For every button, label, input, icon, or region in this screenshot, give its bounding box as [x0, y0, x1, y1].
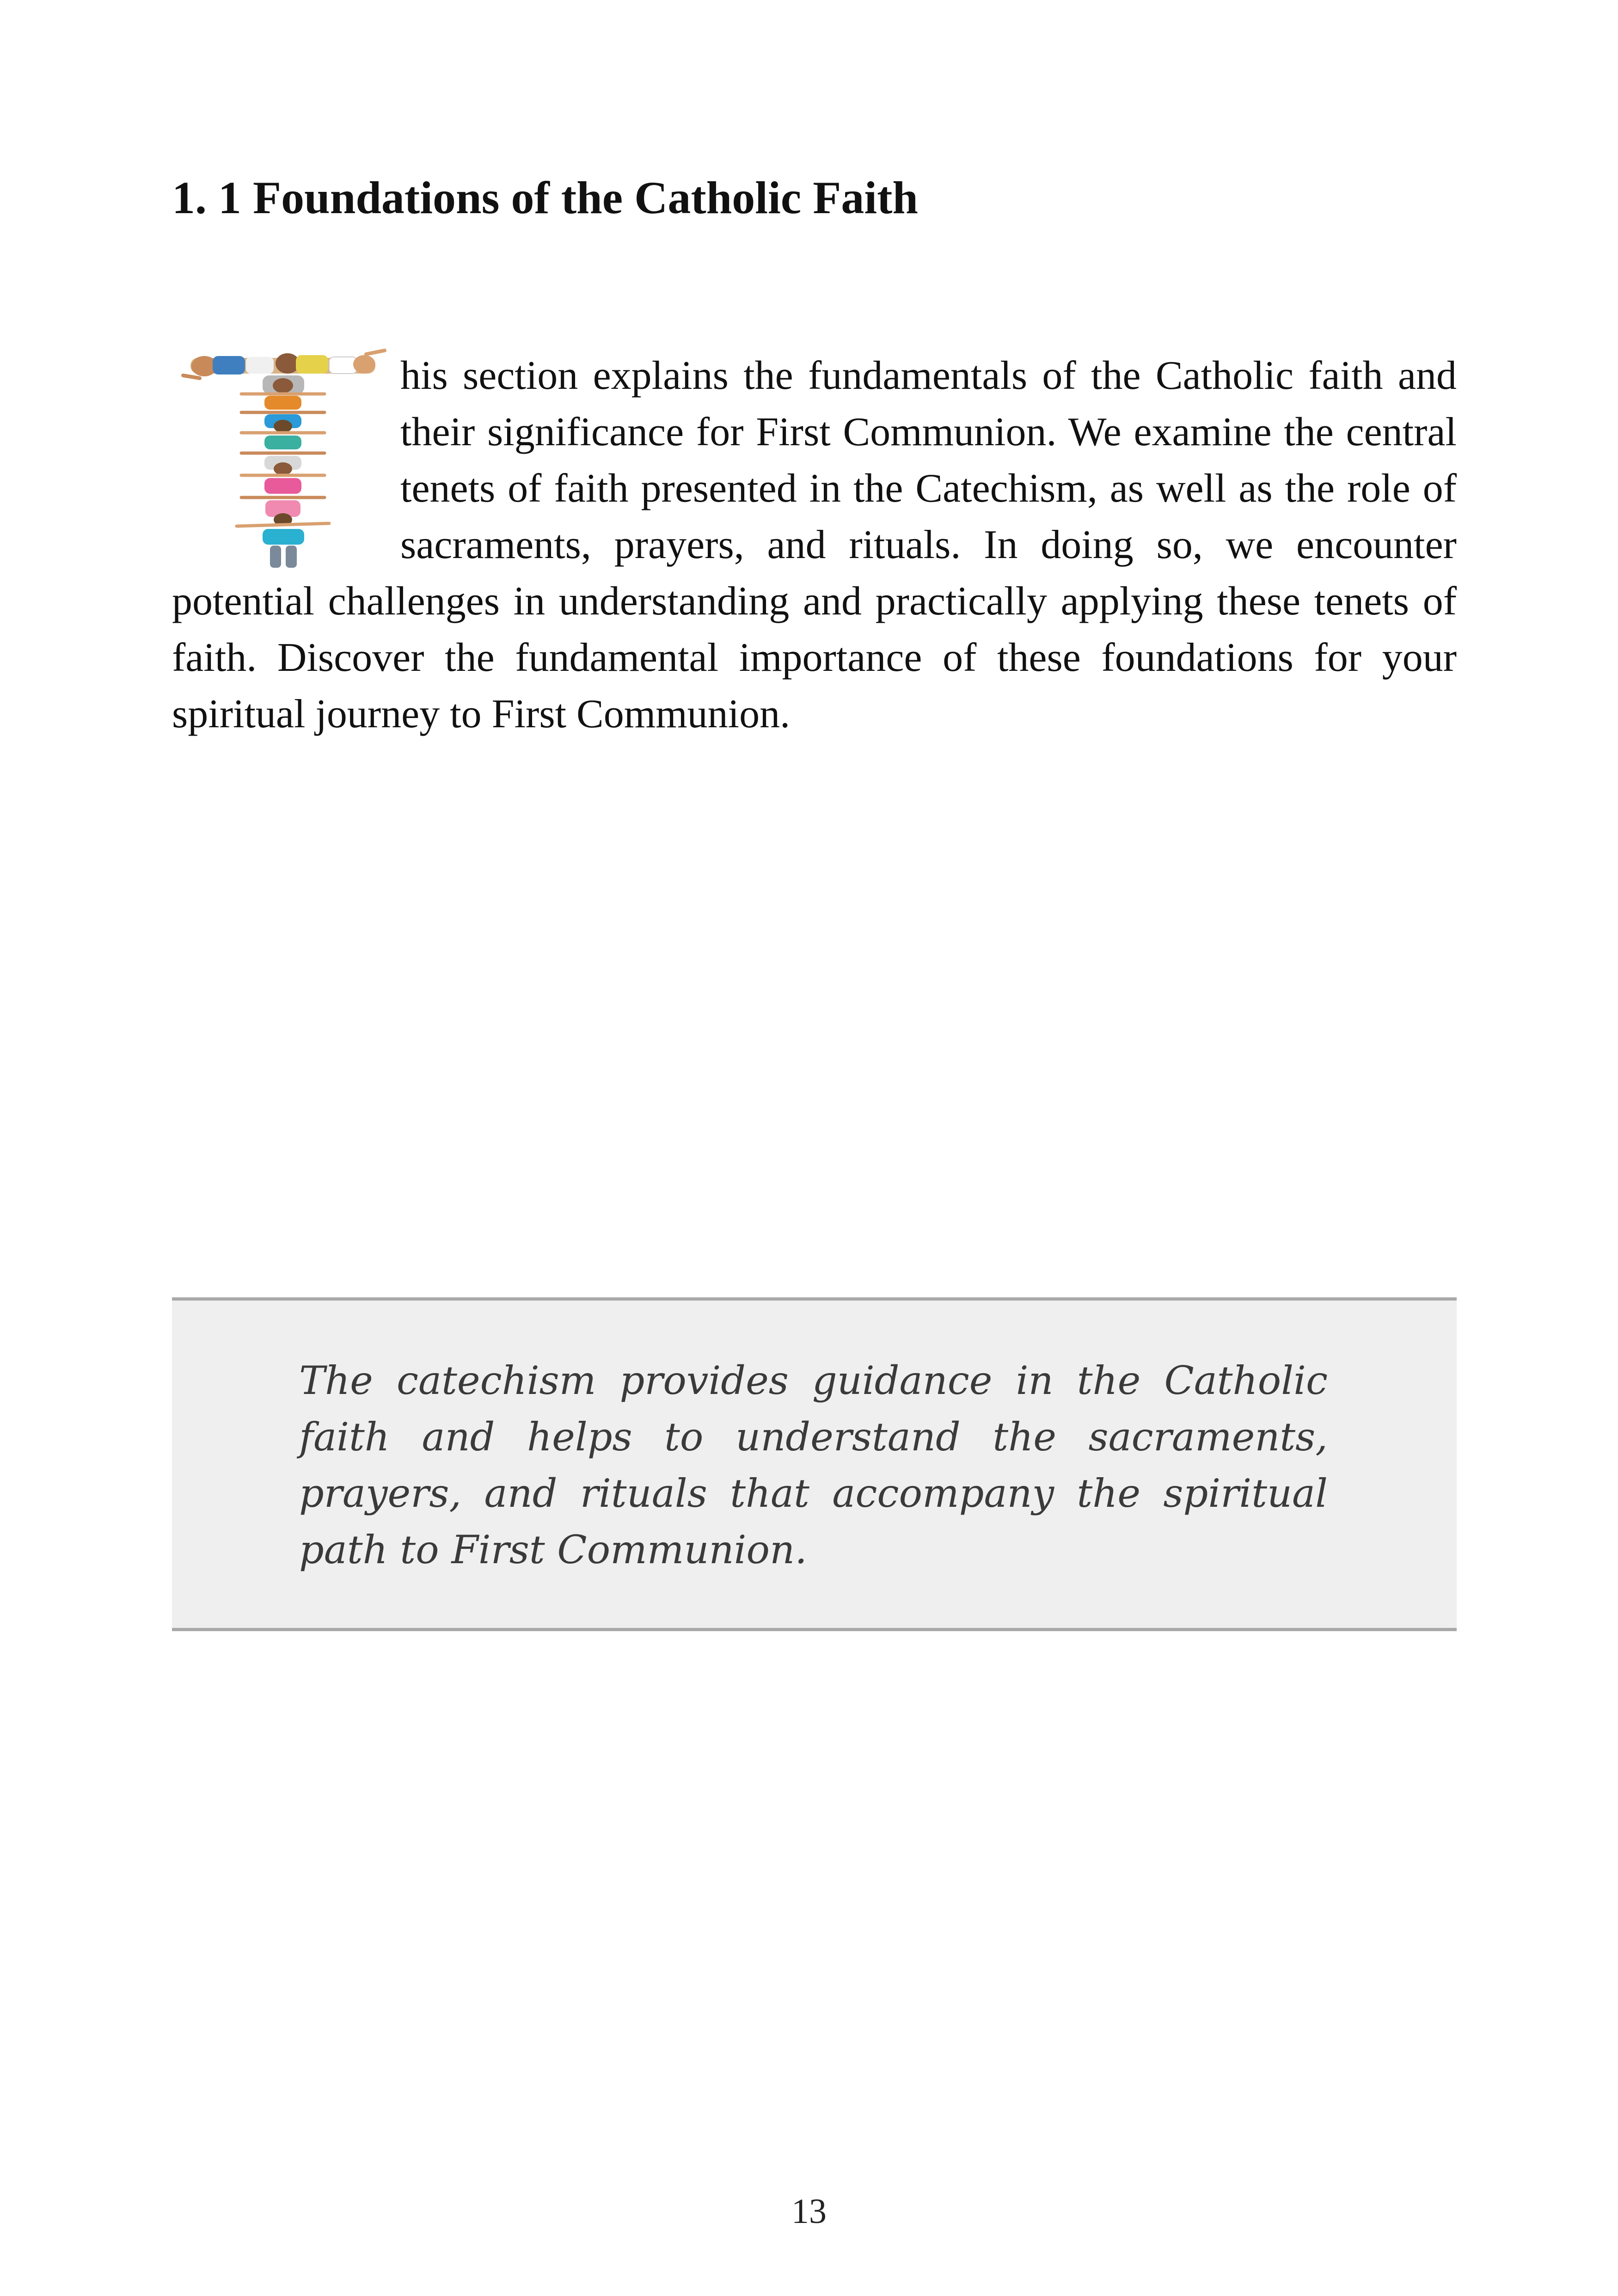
section-heading: 1. 1 Foundations of the Catholic Faith	[172, 172, 919, 223]
children-forming-letter-t-icon	[172, 348, 392, 573]
intro-paragraph	[172, 348, 1457, 743]
page-number: 13	[791, 2192, 827, 2231]
drop-cap-t-illustration	[172, 348, 392, 573]
callout-quote-text: The catechism provides guidance in the Catholic faith and helps to understand the sacraments, prayers, and rituals that accompany the spiritual path to First Communion.	[299, 1358, 1328, 1572]
intro-text: his section explains the fundamentals of the Catholic faith and their significance for First Communion. We examine the central tenets of faith presented in the Catechism, as well as the role of sacraments, prayers, and rituals. In doing so, we encounter potential challenges in understanding and practically applying these tenets of faith. Discover the fundamental importance of these foundations for your spiritual journey to First Communion.	[172, 353, 1457, 737]
quote-callout-box	[172, 1297, 1457, 1631]
